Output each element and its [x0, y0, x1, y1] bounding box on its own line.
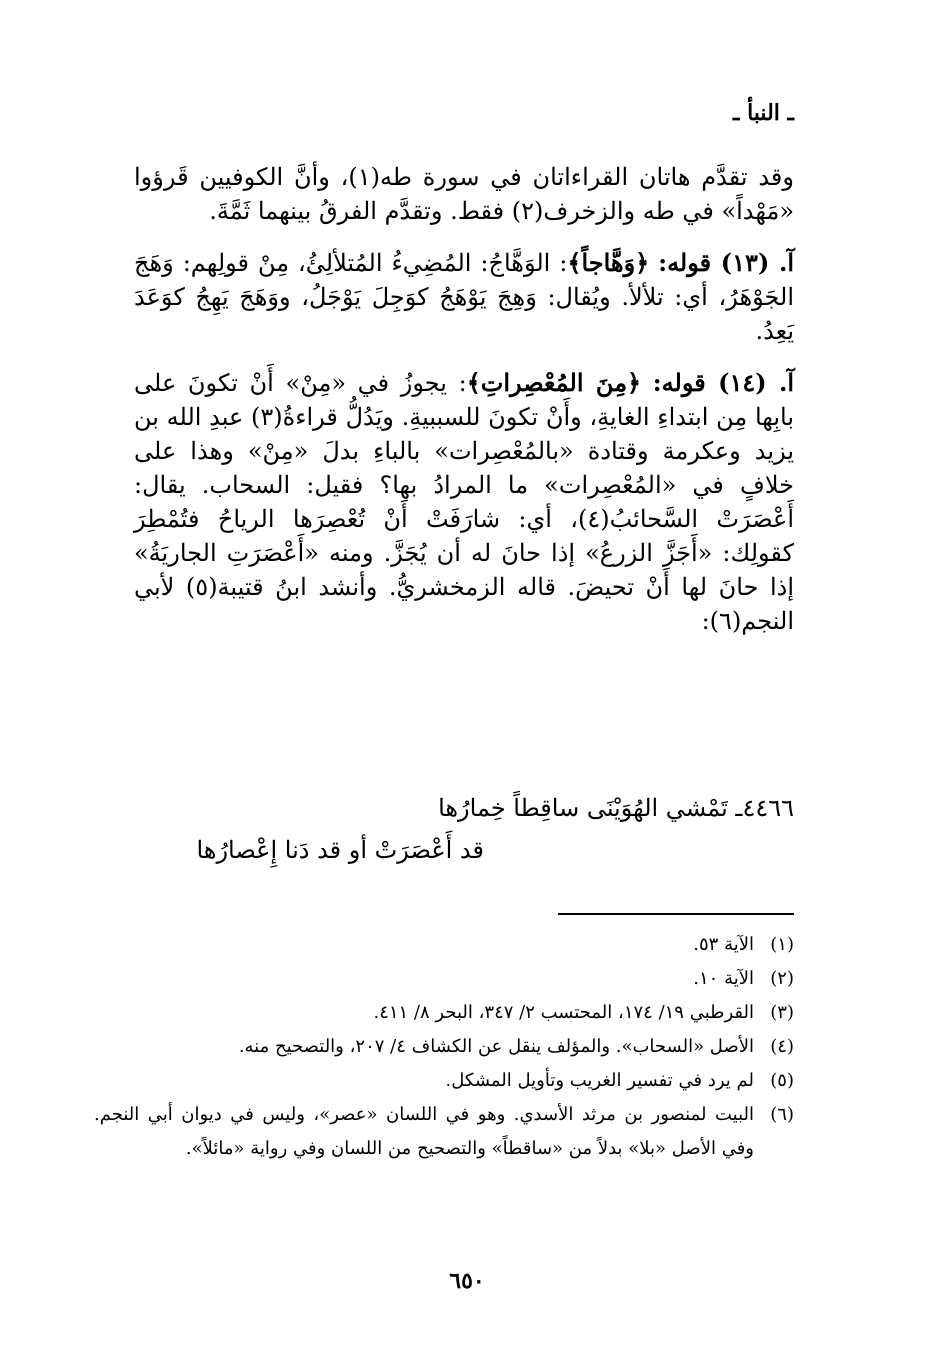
footnote-number: (٤) — [770, 1036, 794, 1057]
footnote-text: الأصل «السحاب». والمؤلف ينقل عن الكشاف ٤/ ٢٠٧، والتصحيح منه. — [238, 1036, 754, 1057]
running-header: ـ النبأ ـ — [732, 100, 794, 126]
verse-13-number: آ. (١٣) قوله: — [658, 248, 795, 277]
footnote-item — [94, 928, 794, 962]
footnote-item — [94, 1098, 794, 1166]
footnote-text: الآية ٥٣. — [693, 934, 754, 955]
footnote-text: الآية ١٠. — [693, 968, 754, 989]
main-text — [134, 160, 794, 638]
verse-14-text: : يجوزُ في «مِنْ» أَنْ تكونَ على بابِها مِن ابتداءِ الغايةِ، وأَنْ تكونَ للسببيةِ. ويَدُلُّ قراءةُ(٣) عبدِ الله بن يزيد وعكرمة وقتادة «بالمُعْصِرات» بالباءِ بدلَ «مِنْ» وهذا على خلافٍ في «المُعْصِرات» ما المرادُ بها؟ فقيل: السحاب. يقال: أَعْصَرَتْ السَّحائبُ(٤)، أي: شارَفَتْ أَنْ تُعْصِرَها الرياحُ فتُمْطِرَ كقولِك: «أَجَزَّ الزرعُ» إذا حانَ له أن يُجَزَّ. ومنه «أَعْصَرَتِ الجاريَةُ» إذا حانَ لها أَنْ تحيضَ. قاله الزمخشريُّ. وأنشد ابنُ قتيبة(٥) لأبي النجم(٦): — [134, 369, 794, 635]
paragraph-verse-13 — [134, 246, 794, 348]
footnote-number: (٣) — [770, 1002, 794, 1023]
paragraph-verse-14 — [134, 366, 794, 638]
paragraph-intro: وقد تقدَّم هاتان القراءاتان في سورة طه(١)، وأنَّ الكوفيين قَرؤوا «مَهْداً» في طه والزخرف(٢) فقط. وتقدَّم الفرقُ بينهما ثَمَّةَ. — [134, 163, 794, 225]
footnote-number: (٢) — [770, 968, 794, 989]
verse-14-number: آ. (١٤) قوله: — [652, 368, 794, 397]
footnote-number: (٥) — [770, 1070, 794, 1091]
footnote-item — [94, 1030, 794, 1064]
footnote-divider — [558, 913, 794, 915]
footnote-text: القرطبي ١٩/ ١٧٤، المحتسب ٢/ ٣٤٧، البحر ٨/ ٤١١. — [373, 1002, 754, 1023]
footnote-number: (١) — [770, 934, 794, 955]
poem-line-1: ٤٤٦٦ـ تَمْشي الهُوَيْنَى ساقِطاً خِمارُها — [438, 794, 794, 822]
page-number: ٦٥٠ — [449, 1268, 485, 1294]
verse-13-quran: ﴿وَهَّاجاً﴾ — [567, 248, 650, 277]
footnote-text: لم يرد في تفسير الغريب وتأويل المشكل. — [445, 1070, 754, 1091]
footnote-number: (٦) — [770, 1104, 794, 1125]
verse-14-quran: ﴿مِنَ المُعْصِراتِ﴾ — [466, 368, 642, 397]
footnotes — [94, 928, 794, 1166]
footnote-item — [94, 962, 794, 996]
footnote-text: البيت لمنصور بن مرثد الأسدي. وهو في اللسان «عصر»، وليس في ديوان أبي النجم. وفي الأصل «بلا» بدلاً من «ساقطاً» والتصحيح من اللسان وفي رواية «مائلاً». — [94, 1104, 754, 1159]
footnote-item — [94, 1064, 794, 1098]
poem-line-2 — [134, 830, 794, 870]
footnote-item — [94, 996, 794, 1030]
verse-13-text: : الوَهَّاجُ: المُضِيءُ المُتلألِئُ، مِنْ قولِهم: وَهَجَ الجَوْهَرُ، أي: تلألأ. ويُقال: وَهِجَ يَوْهَجُ كوَجِلَ يَوْجَلُ، ووَهَجَ يَهِجُ كوَعَدَ يَعِدُ. — [134, 249, 794, 345]
poem-line-2-text: قد أَعْصَرَتْ أو قد دَنا إِعْصارُها — [196, 836, 484, 864]
